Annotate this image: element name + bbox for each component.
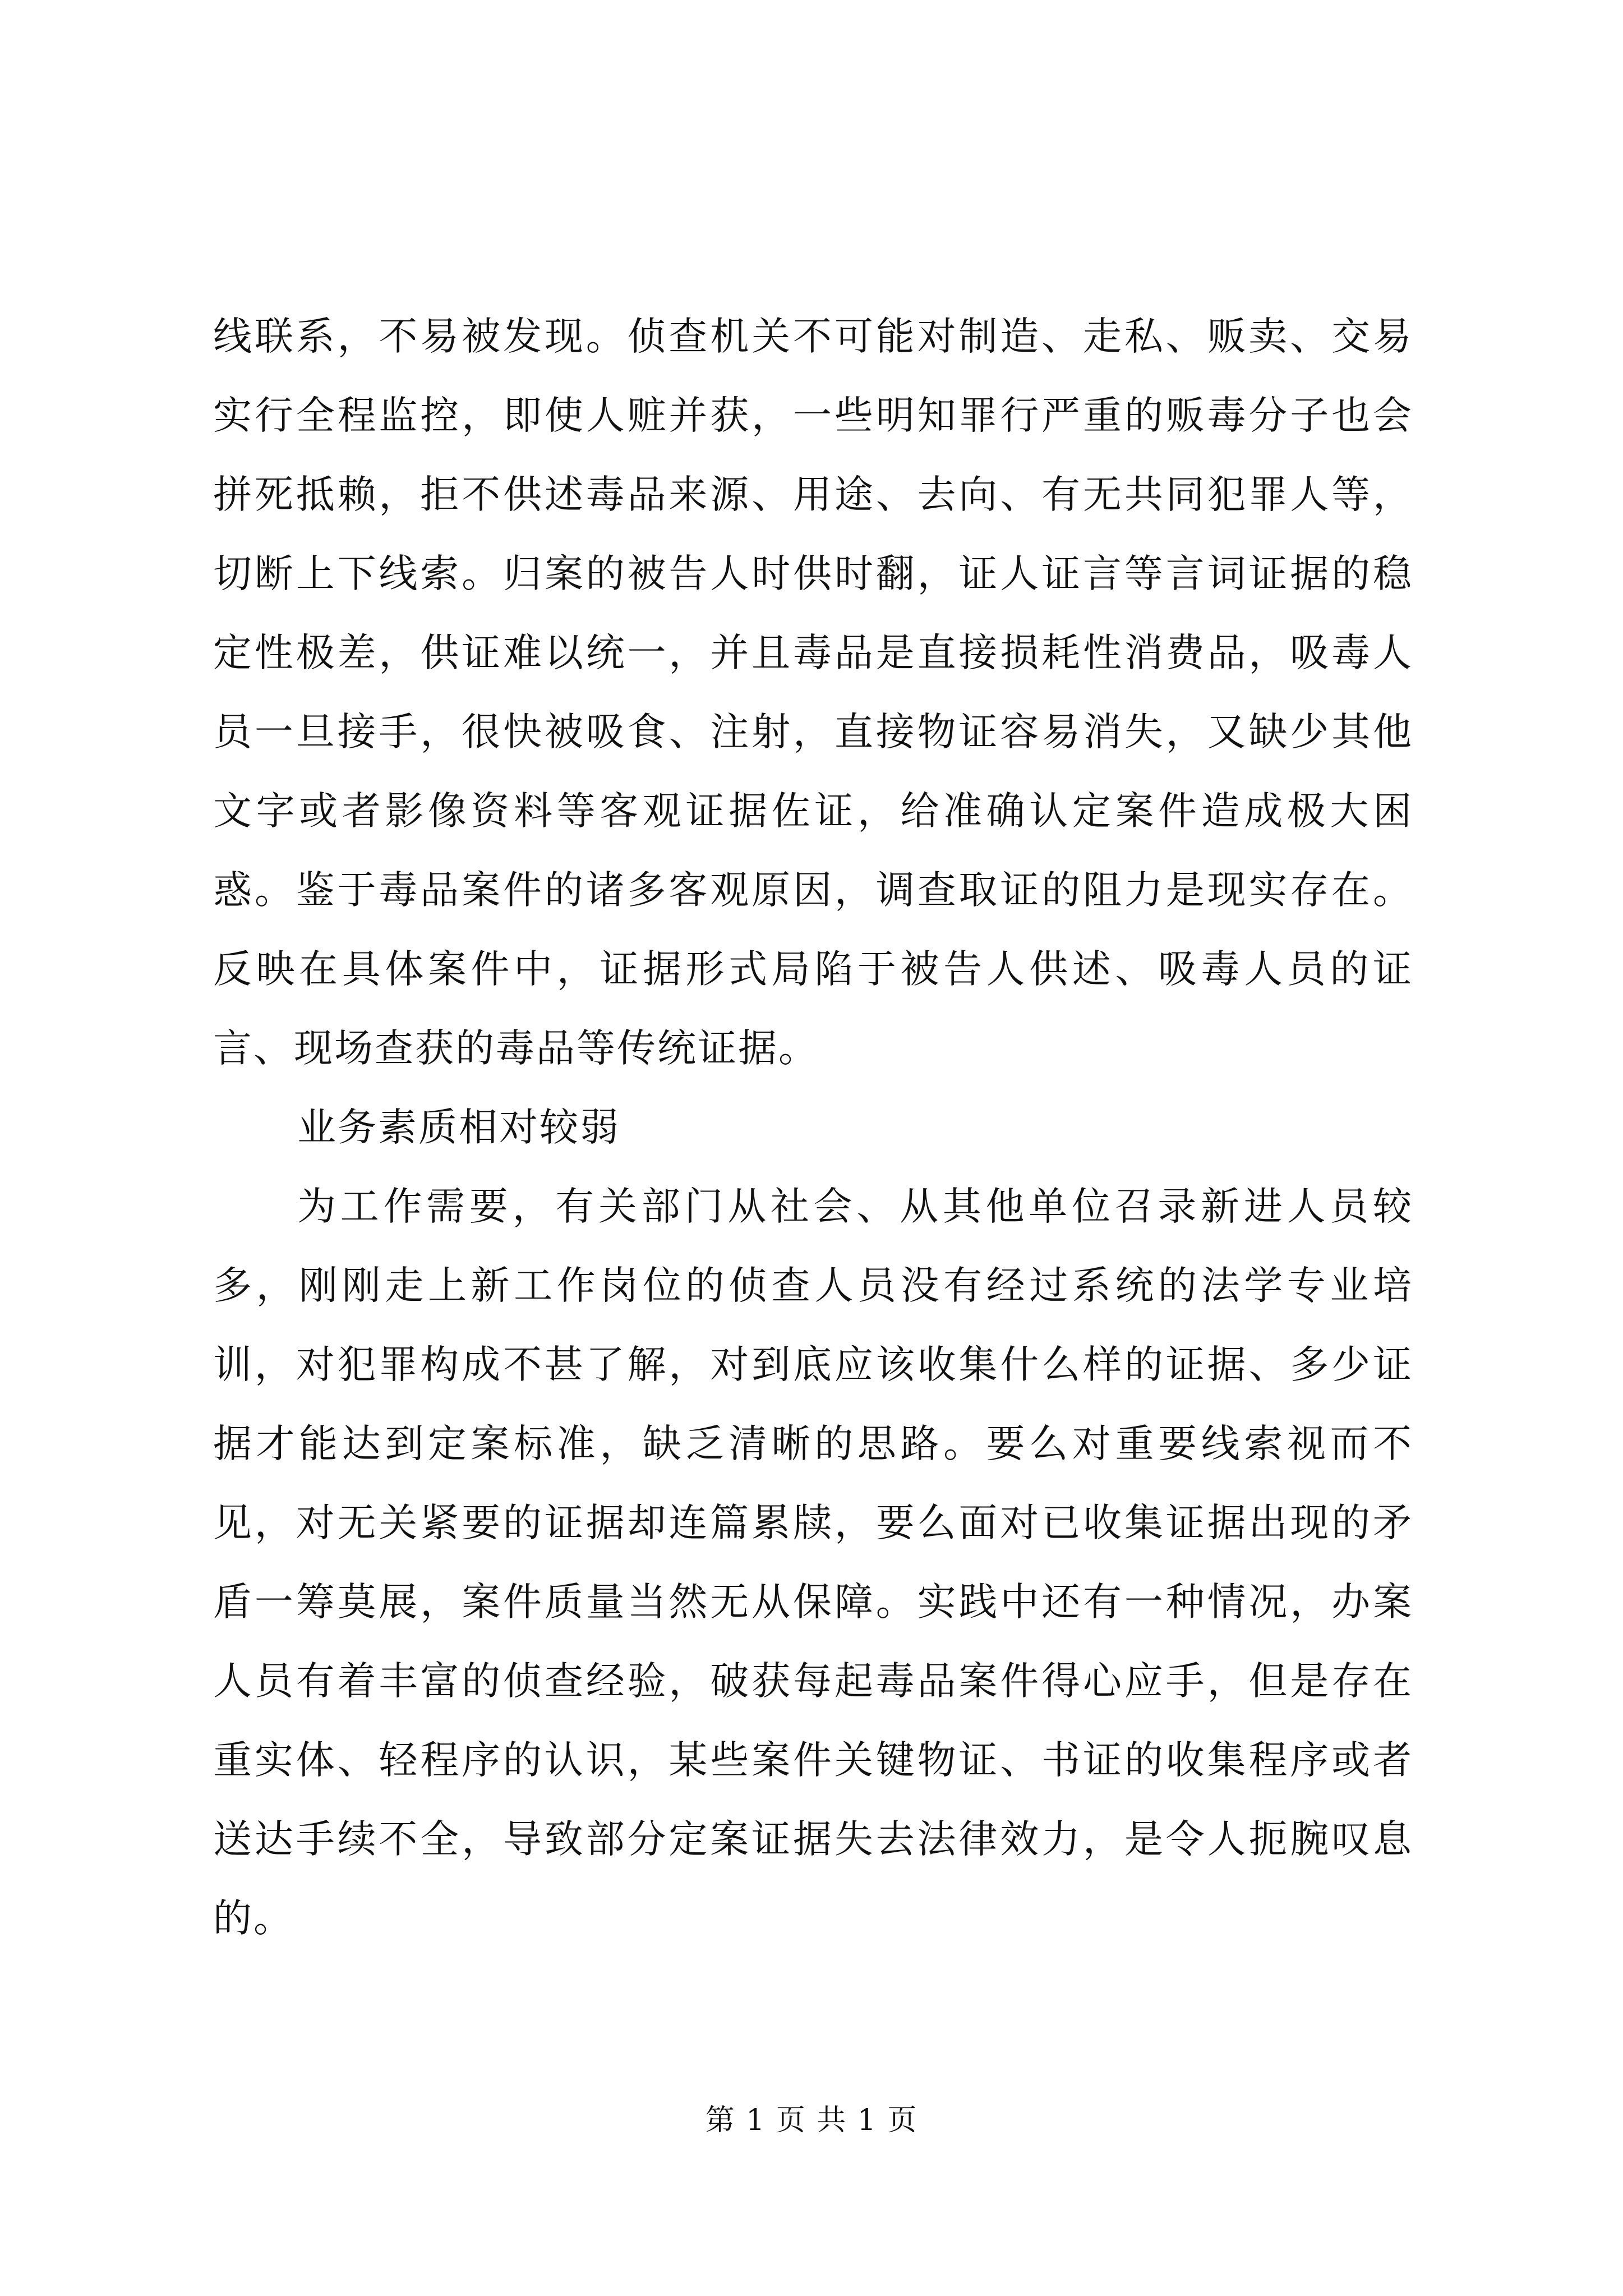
document-body bbox=[213, 297, 1413, 1958]
section-heading: 业务素质相对较弱 bbox=[297, 1105, 620, 1150]
paragraph-continuation: 线联系，不易被发现。侦查机关不可能对制造、走私、贩卖、交易实行全程监控，即使人赃并获，一些明知罪行严重的贩毒分子也会拼死抵赖，拒不供述毒品来源、用途、去向、有无共同犯罪人等，切断上下线索。归案的被告人时供时翻，证人证言等言词证据的稳定性极差，供证难以统一，并且毒品是直接损耗性消费品，吸毒人员一旦接手，很快被吸食、注射，直接物证容易消失，又缺少其他文字或者影像资料等客观证据佐证，给准确认定案件造成极大困惑。鉴于毒品案件的诸多客观原因，调查取证的阻力是现实存在。反映在具体案件中，证据形式局陷于被告人供述、吸毒人员的证言、现场查获的毒品等传统证据。 bbox=[213, 314, 1413, 1071]
paragraph-body: 为工作需要，有关部门从社会、从其他单位召录新进人员较多，刚刚走上新工作岗位的侦查人员没有经过系统的法学专业培训，对犯罪构成不甚了解，对到底应该收集什么样的证据、多少证据才能达到定案标准，缺乏清晰的思路。要么对重要线索视而不见，对无关紧要的证据却连篇累牍，要么面对已收集证据出现的矛盾一筹莫展，案件质量当然无从保障。实践中还有一种情况，办案人员有着丰富的侦查经验，破获每起毒品案件得心应手，但是存在重实体、轻程序的认识，某些案件关键物证、书证的收集程序或者送达手续不全，导致部分定案证据失去法律效力，是令人扼腕叹息的。 bbox=[213, 1184, 1413, 1941]
page-footer: 第 1 页 共 1 页 bbox=[705, 2104, 918, 2137]
